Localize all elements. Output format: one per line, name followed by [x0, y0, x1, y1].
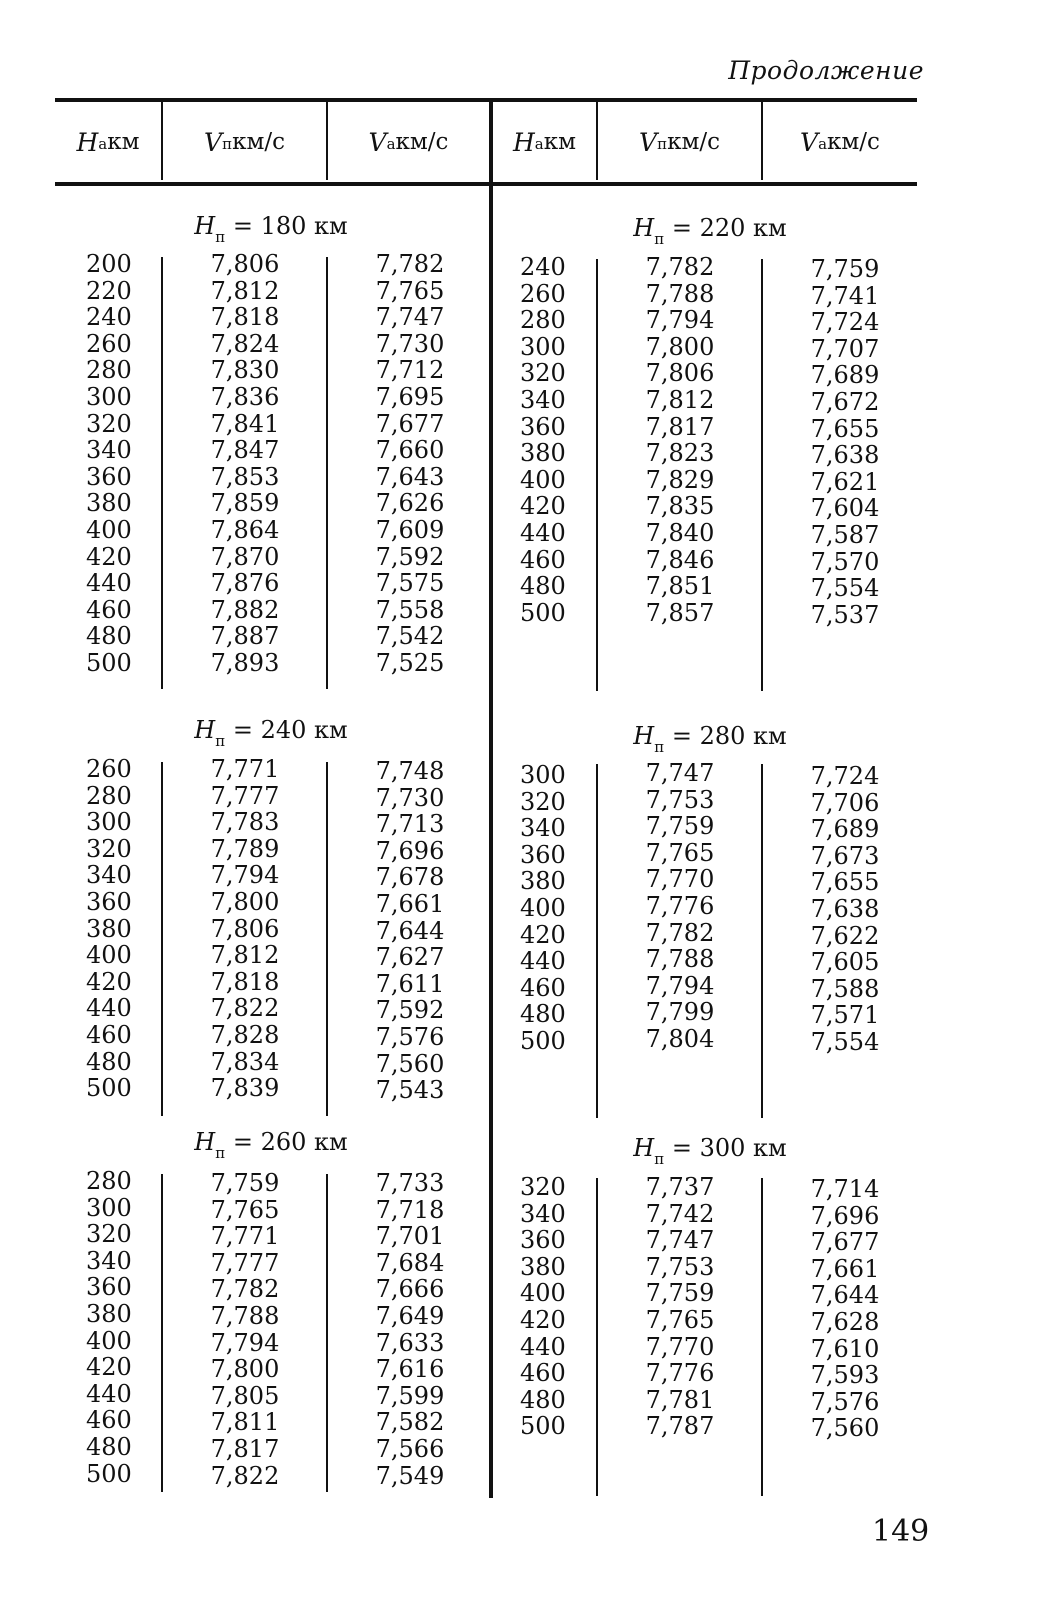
table-cell: 7,836 — [210, 382, 280, 411]
table-cell: 7,609 — [375, 515, 445, 544]
table-cell: 7,839 — [210, 1074, 280, 1103]
table-cell: 7,765 — [645, 1305, 715, 1334]
table-cell: 400 — [520, 465, 566, 494]
ha-column — [86, 1168, 132, 1487]
table-cell: 320 — [520, 359, 566, 388]
vp-column — [165, 251, 325, 677]
table-cell: 500 — [86, 1459, 132, 1488]
table-cell: 7,724 — [810, 762, 880, 790]
table-cell: 7,806 — [645, 359, 715, 388]
table-cell: 480 — [520, 572, 566, 601]
table-cell: 7,677 — [810, 1228, 880, 1257]
va-column — [330, 1170, 490, 1489]
table-cell: 7,851 — [645, 572, 715, 601]
table-cell: 7,633 — [375, 1328, 445, 1357]
table-cell: 380 — [520, 867, 566, 896]
table-cell: 380 — [86, 489, 132, 518]
table-cell: 7,830 — [210, 356, 280, 385]
table-cell: 500 — [86, 648, 132, 677]
table-cell: 7,859 — [210, 489, 280, 518]
table-cell: 7,765 — [210, 1195, 280, 1224]
table-cell: 7,707 — [810, 334, 880, 363]
section-title-hp-180: $H_п = 180$ км — [194, 212, 348, 246]
table-cell: 7,599 — [375, 1381, 445, 1410]
table-cell: 7,644 — [810, 1281, 880, 1310]
header-vp-right: V $_п$ км/с — [639, 127, 720, 157]
table-cell: 260 — [86, 329, 132, 358]
table-cell: 400 — [86, 515, 132, 544]
table-cell: 380 — [86, 1299, 132, 1328]
table-cell: 320 — [86, 834, 132, 863]
table-cell: 340 — [86, 861, 132, 890]
table-cell: 7,592 — [375, 996, 445, 1025]
table-cell: 300 — [86, 808, 132, 837]
table-cell: 360 — [520, 1226, 566, 1255]
table-cell: 7,782 — [210, 1275, 280, 1304]
table-cell: 440 — [520, 947, 566, 976]
table-cell: 7,811 — [210, 1408, 280, 1437]
table-cell: 7,696 — [375, 836, 445, 865]
table-cell: 440 — [520, 1332, 566, 1361]
table-cell: 7,677 — [375, 409, 445, 438]
table-cell: 7,643 — [375, 462, 445, 491]
table-cell: 7,730 — [375, 783, 445, 812]
table-cell: 7,771 — [210, 755, 280, 783]
table-cell: 500 — [520, 598, 566, 627]
table-cell: 7,800 — [645, 332, 715, 361]
table-cell: 7,770 — [645, 1332, 715, 1361]
vp-column — [600, 254, 760, 626]
table-cell: 7,684 — [375, 1248, 445, 1277]
table-cell: 400 — [86, 1326, 132, 1355]
table-cell: 7,818 — [210, 967, 280, 996]
table-cell: 7,853 — [210, 462, 280, 491]
section-title-hp-260: $H_п = 260$ км — [194, 1128, 348, 1162]
table-cell: 7,558 — [375, 595, 445, 624]
table-cell: 7,742 — [645, 1199, 715, 1228]
va-column — [765, 256, 925, 628]
table-cell: 7,776 — [645, 1359, 715, 1388]
table-cell: 7,835 — [645, 492, 715, 521]
table-cell: 7,777 — [210, 781, 280, 810]
table-cell: 400 — [520, 1279, 566, 1308]
table-cell: 7,893 — [210, 648, 280, 677]
va-column — [330, 758, 490, 1104]
table-cell: 7,604 — [810, 494, 880, 523]
column-divider — [596, 259, 598, 691]
table-cell: 7,840 — [645, 518, 715, 547]
table-cell: 7,537 — [810, 600, 880, 629]
table-cell: 7,829 — [645, 465, 715, 494]
table-cell: 7,765 — [375, 276, 445, 305]
table-cell: 7,857 — [645, 598, 715, 627]
table-cell: 460 — [86, 595, 132, 624]
vp-column — [165, 756, 325, 1102]
va-column — [765, 763, 925, 1056]
table-cell: 7,759 — [210, 1169, 280, 1197]
header-ha-right: H $_а$ км — [512, 127, 577, 157]
table-cell: 7,660 — [375, 436, 445, 465]
table-cell: 7,712 — [375, 356, 445, 385]
table-cell: 7,616 — [375, 1355, 445, 1384]
table-cell: 7,759 — [645, 1279, 715, 1308]
table-cell: 7,812 — [210, 276, 280, 305]
table-cell: 7,812 — [645, 385, 715, 414]
table-cell: 340 — [520, 1199, 566, 1228]
table-cell: 7,576 — [375, 1022, 445, 1051]
table-cell: 460 — [520, 1359, 566, 1388]
table-cell: 7,818 — [210, 303, 280, 332]
table-cell: 420 — [86, 542, 132, 571]
table-cell: 440 — [520, 518, 566, 547]
ha-column — [520, 254, 566, 626]
table-cell: 360 — [520, 840, 566, 869]
table-cell: 280 — [520, 306, 566, 335]
table-cell: 7,628 — [810, 1307, 880, 1336]
table-cell: 7,864 — [210, 515, 280, 544]
table-cell: 7,724 — [810, 308, 880, 337]
table-cell: 340 — [86, 1246, 132, 1275]
table-cell: 7,661 — [375, 889, 445, 918]
table-cell: 7,782 — [645, 918, 715, 947]
table-cell: 7,655 — [810, 414, 880, 443]
table-cell: 7,787 — [645, 1412, 715, 1441]
table-cell: 300 — [520, 332, 566, 361]
table-cell: 7,759 — [645, 812, 715, 841]
table-cell: 7,689 — [810, 361, 880, 390]
table-cell: 7,714 — [810, 1175, 880, 1203]
table-cell: 7,610 — [810, 1334, 880, 1363]
table-cell: 420 — [520, 1305, 566, 1334]
table-cell: 240 — [520, 253, 566, 281]
table-cell: 7,817 — [645, 412, 715, 441]
table-cell: 440 — [86, 994, 132, 1023]
table-cell: 460 — [520, 973, 566, 1002]
table-cell: 380 — [86, 914, 132, 943]
table-cell: 7,666 — [375, 1275, 445, 1304]
table-cell: 320 — [520, 1173, 566, 1201]
table-cell: 260 — [520, 279, 566, 308]
table-cell: 7,789 — [210, 834, 280, 863]
table-cell: 420 — [520, 920, 566, 949]
table-cell: 7,611 — [375, 969, 445, 998]
table-cell: 300 — [86, 1193, 132, 1222]
vp-column — [600, 760, 760, 1053]
table-cell: 7,794 — [645, 306, 715, 335]
table-cell: 7,741 — [810, 281, 880, 310]
table-cell: 7,733 — [375, 1169, 445, 1197]
column-divider — [161, 762, 163, 1116]
table-cell: 7,718 — [375, 1195, 445, 1224]
table-cell: 380 — [520, 1252, 566, 1281]
table-cell: 7,575 — [375, 569, 445, 598]
table-cell: 500 — [520, 1026, 566, 1055]
table-cell: 7,549 — [375, 1461, 445, 1490]
table-cell: 420 — [86, 967, 132, 996]
table-cell: 460 — [520, 545, 566, 574]
column-divider — [326, 1174, 328, 1492]
table-cell: 300 — [520, 761, 566, 789]
table-cell: 7,882 — [210, 595, 280, 624]
table-cell: 7,543 — [375, 1076, 445, 1105]
table-cell: 7,655 — [810, 868, 880, 897]
table-cell: 7,672 — [810, 387, 880, 416]
table-cell: 7,644 — [375, 916, 445, 945]
table-cell: 340 — [520, 385, 566, 414]
table-cell: 360 — [520, 412, 566, 441]
table-cell: 480 — [520, 1385, 566, 1414]
table-cell: 440 — [86, 569, 132, 598]
table-cell: 220 — [86, 276, 132, 305]
ha-column — [86, 756, 132, 1102]
table-cell: 7,788 — [645, 279, 715, 308]
table-cell: 7,805 — [210, 1381, 280, 1410]
table-cell: 300 — [86, 382, 132, 411]
table-cell: 200 — [86, 250, 132, 278]
table-cell: 320 — [86, 1220, 132, 1249]
table-cell: 7,782 — [375, 250, 445, 278]
table-cell: 7,695 — [375, 382, 445, 411]
table-cell: 7,571 — [810, 1001, 880, 1030]
table-cell: 240 — [86, 303, 132, 332]
column-divider — [761, 764, 763, 1118]
table-cell: 7,542 — [375, 622, 445, 651]
section-title-hp-240: $H_п = 240$ км — [194, 716, 348, 750]
table-cell: 7,776 — [645, 891, 715, 920]
column-divider — [761, 1178, 763, 1496]
table-cell: 480 — [86, 622, 132, 651]
table-cell: 7,582 — [375, 1408, 445, 1437]
table-cell: 7,592 — [375, 542, 445, 571]
table-cell: 420 — [86, 1353, 132, 1382]
table-cell: 7,806 — [210, 914, 280, 943]
section-title-hp-280: $H_п = 280$ км — [633, 722, 787, 756]
column-divider — [161, 257, 163, 689]
table-cell: 7,753 — [645, 1252, 715, 1281]
table-cell: 7,846 — [645, 545, 715, 574]
continuation-label: Продолжение — [728, 56, 924, 85]
table-cell: 7,841 — [210, 409, 280, 438]
table-cell: 7,759 — [810, 255, 880, 283]
table-cell: 7,622 — [810, 921, 880, 950]
table-cell: 7,605 — [810, 948, 880, 977]
table-cell: 7,782 — [645, 253, 715, 281]
table-cell: 7,870 — [210, 542, 280, 571]
header-vp-left: V $_п$ км/с — [204, 127, 285, 157]
column-divider — [596, 1178, 598, 1496]
vp-column — [165, 1170, 325, 1489]
table-cell: 7,794 — [645, 971, 715, 1000]
table-cell: 480 — [520, 1000, 566, 1029]
table-cell: 7,824 — [210, 329, 280, 358]
header-va-right: V $_а$ км/с — [800, 127, 880, 157]
table-cell: 380 — [520, 439, 566, 468]
table-cell: 500 — [520, 1412, 566, 1441]
table-cell: 7,806 — [210, 250, 280, 278]
table-cell: 7,799 — [645, 998, 715, 1027]
table-cell: 400 — [86, 941, 132, 970]
va-column — [330, 251, 490, 677]
table-cell: 7,638 — [810, 441, 880, 470]
table-cell: 420 — [520, 492, 566, 521]
ha-column — [86, 251, 132, 677]
table-cell: 7,783 — [210, 808, 280, 837]
table-cell: 7,525 — [375, 648, 445, 677]
column-divider — [161, 1174, 163, 1492]
table-cell: 360 — [86, 1273, 132, 1302]
table-cell: 7,649 — [375, 1301, 445, 1330]
table-cell: 7,788 — [645, 945, 715, 974]
table-cell: 260 — [86, 755, 132, 783]
va-column — [765, 1176, 925, 1442]
table-cell: 7,800 — [210, 1355, 280, 1384]
table-cell: 7,627 — [375, 943, 445, 972]
table-cell: 280 — [86, 1167, 132, 1195]
column-divider — [761, 259, 763, 691]
table-cell: 7,747 — [645, 759, 715, 787]
table-cell: 7,706 — [810, 788, 880, 817]
table-cell: 7,800 — [210, 887, 280, 916]
ha-column — [520, 762, 566, 1055]
column-divider — [326, 762, 328, 1116]
table-cell: 480 — [86, 1047, 132, 1076]
table-cell: 7,737 — [645, 1173, 715, 1201]
table-cell: 7,730 — [375, 329, 445, 358]
table-cell: 7,887 — [210, 622, 280, 651]
table-cell: 7,777 — [210, 1248, 280, 1277]
table-cell: 7,747 — [375, 303, 445, 332]
table-cell: 7,781 — [645, 1385, 715, 1414]
column-divider — [326, 257, 328, 689]
table-cell: 340 — [86, 436, 132, 465]
table-cell: 7,794 — [210, 861, 280, 890]
table-cell: 7,822 — [210, 1461, 280, 1490]
header-bottom-rule — [55, 182, 917, 186]
table-cell: 7,638 — [810, 894, 880, 923]
table-cell: 7,673 — [810, 841, 880, 870]
table-cell: 440 — [86, 1379, 132, 1408]
table-cell: 7,576 — [810, 1387, 880, 1416]
table-cell: 7,560 — [375, 1049, 445, 1078]
table-cell: 7,554 — [810, 574, 880, 603]
table-cell: 7,678 — [375, 863, 445, 892]
column-divider — [596, 764, 598, 1118]
table-cell: 7,701 — [375, 1222, 445, 1251]
table-cell: 7,876 — [210, 569, 280, 598]
table-cell: 500 — [86, 1074, 132, 1103]
header-ha-left: H $_а$ км — [76, 127, 140, 157]
ha-column — [520, 1174, 566, 1440]
table-cell: 7,847 — [210, 436, 280, 465]
table-cell: 7,770 — [645, 865, 715, 894]
table-cell: 7,747 — [645, 1226, 715, 1255]
page-number: 149 — [872, 1514, 930, 1549]
table-cell: 7,566 — [375, 1434, 445, 1463]
header-va-left: V $_а$ км/с — [368, 127, 449, 157]
table-cell: 7,823 — [645, 439, 715, 468]
table-cell: 7,771 — [210, 1222, 280, 1251]
table-cell: 7,570 — [810, 547, 880, 576]
table-cell: 7,713 — [375, 810, 445, 839]
table-cell: 7,593 — [810, 1361, 880, 1390]
section-title-hp-300: $H_п = 300$ км — [633, 1134, 787, 1168]
table-cell: 7,588 — [810, 974, 880, 1003]
table-cell: 7,753 — [645, 785, 715, 814]
table-cell: 360 — [86, 887, 132, 916]
table-cell: 7,828 — [210, 1020, 280, 1049]
table-cell: 7,626 — [375, 489, 445, 518]
table-cell: 460 — [86, 1020, 132, 1049]
table-cell: 7,788 — [210, 1301, 280, 1330]
section-title-hp-220: $H_п = 220$ км — [633, 214, 787, 248]
table-cell: 360 — [86, 462, 132, 491]
table-cell: 280 — [86, 356, 132, 385]
table-cell: 7,689 — [810, 815, 880, 844]
vp-column — [600, 1174, 760, 1440]
table-cell: 7,587 — [810, 520, 880, 549]
table-cell: 7,822 — [210, 994, 280, 1023]
table-cell: 320 — [86, 409, 132, 438]
table-cell: 7,560 — [810, 1414, 880, 1443]
table-cell: 7,812 — [210, 941, 280, 970]
table-cell: 400 — [520, 893, 566, 922]
table-cell: 460 — [86, 1406, 132, 1435]
table-cell: 7,834 — [210, 1047, 280, 1076]
table-cell: 340 — [520, 814, 566, 843]
table-cell: 7,696 — [810, 1201, 880, 1230]
table-cell: 7,554 — [810, 1027, 880, 1056]
table-cell: 320 — [520, 787, 566, 816]
table-cell: 7,621 — [810, 467, 880, 496]
table-cell: 280 — [86, 781, 132, 810]
table-cell: 7,817 — [210, 1434, 280, 1463]
table-cell: 7,748 — [375, 757, 445, 785]
table-cell: 480 — [86, 1432, 132, 1461]
table-cell: 7,661 — [810, 1254, 880, 1283]
table-cell: 7,765 — [645, 838, 715, 867]
table-cell: 7,794 — [210, 1328, 280, 1357]
table-cell: 7,804 — [645, 1024, 715, 1053]
